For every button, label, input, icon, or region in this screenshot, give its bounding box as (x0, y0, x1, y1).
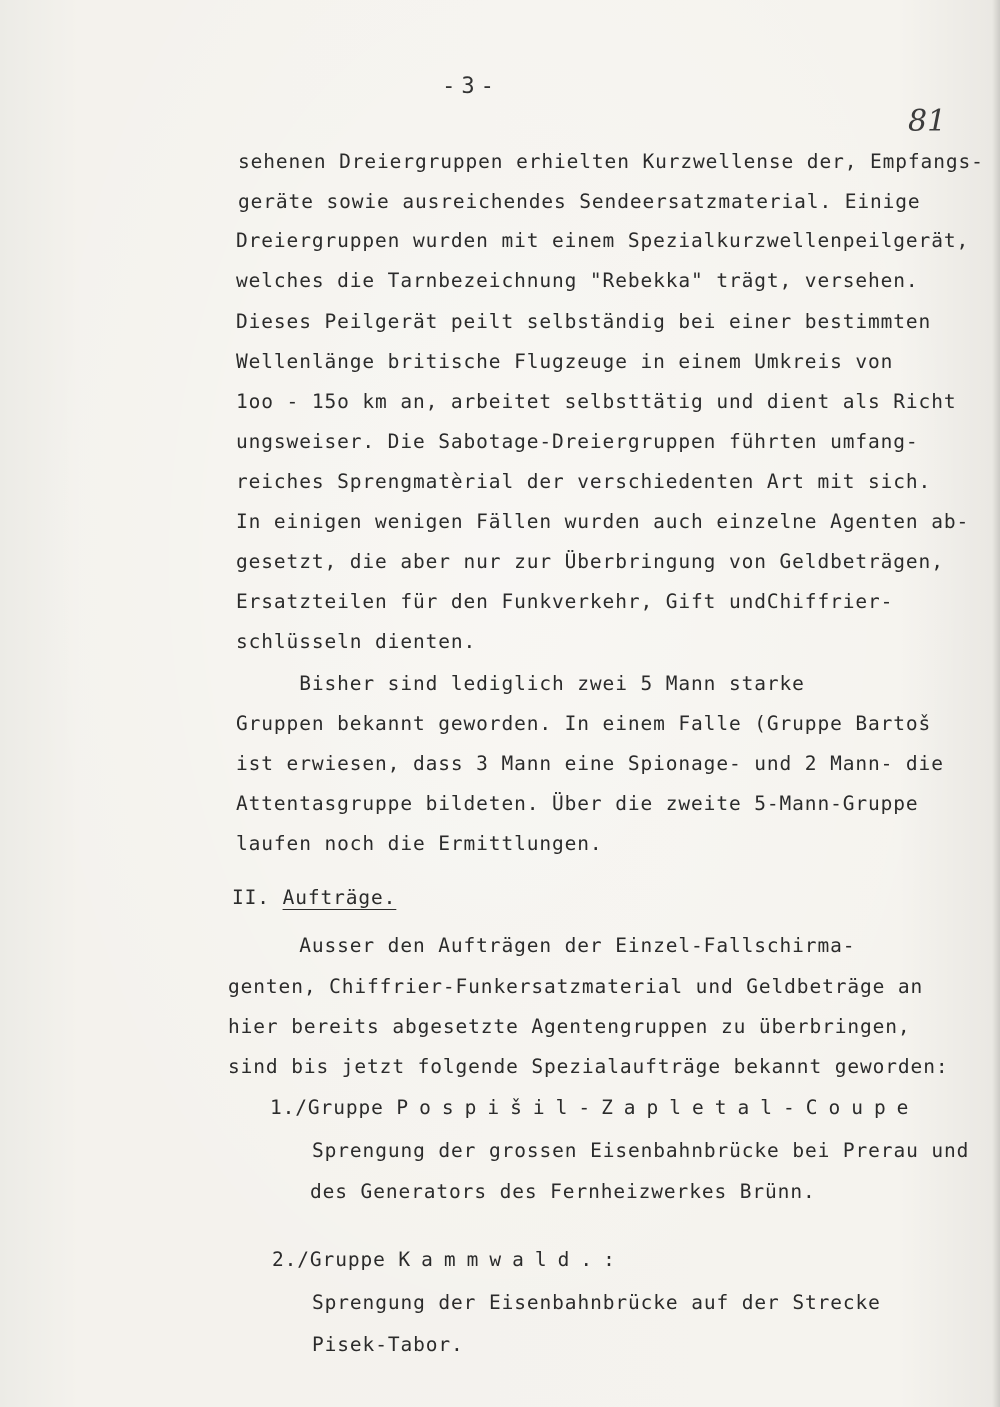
body-line: Bisher sind lediglich zwei 5 Mann starke (236, 672, 805, 695)
body-line: Wellenlänge britische Flugzeuge in einem Umkreis von (236, 350, 894, 373)
page-number: -3- (442, 74, 500, 99)
list-item-line: Sprengung der Eisenbahnbrücke auf der Strecke (312, 1291, 881, 1314)
section-heading (232, 886, 396, 909)
list-item-header (272, 1248, 626, 1271)
body-line: 1oo - 15o km an, arbeitet selbsttätig und dient als Richt (236, 390, 957, 413)
body-line: reiches Sprengmatèrial der verschiedenten Art mit sich. (236, 470, 932, 493)
body-line: gesetzt, die aber nur zur Überbringung von Geldbeträgen, (236, 550, 944, 573)
body-line: Dieses Peilgerät peilt selbständig bei einer bestimmten (236, 310, 932, 333)
list-item-label: 2./Gruppe (272, 1248, 386, 1271)
page-edge-shadow (992, 0, 1000, 1407)
body-line: Dreiergruppen wurden mit einem Spezialkurzwellenpeilgerät, (236, 229, 970, 252)
section-line: sind bis jetzt folgende Spezialaufträge bekannt geworden: (228, 1055, 949, 1078)
section-line: Ausser den Aufträgen der Einzel-Fallschirma- (236, 934, 856, 957)
list-item-line: des Generators des Fernheizwerkes Brünn. (310, 1180, 816, 1203)
list-item-name: Kammwald.: (398, 1248, 626, 1271)
section-number: II. (232, 886, 270, 909)
body-line: ungsweiser. Die Sabotage-Dreiergruppen führten umfang- (236, 430, 919, 453)
list-item-line: Pisek-Tabor. (312, 1333, 464, 1356)
body-line: schlüsseln dienten. (236, 630, 477, 653)
body-line: Gruppen bekannt geworden. In einem Falle (Gruppe Bartoš (236, 712, 932, 735)
body-line: ist erwiesen, dass 3 Mann eine Spionage- und 2 Mann- die (236, 752, 944, 775)
list-item-name: Pospišil-Zapletal-Coupe (396, 1096, 920, 1119)
section-line: genten, Chiffrier-Funkersatzmaterial und Geldbeträge an (228, 975, 924, 998)
body-line: geräte sowie ausreichendes Sendeersatzmaterial. Einige (238, 190, 921, 213)
body-line: welches die Tarnbezeichnung "Rebekka" trägt, versehen. (236, 269, 919, 292)
body-line: Attentasgruppe bildeten. Über die zweite 5-Mann-Gruppe (236, 792, 919, 815)
body-line: sehenen Dreiergruppen erhielten Kurzwellense der, Empfangs- (238, 150, 984, 173)
list-item-label: 1./Gruppe (270, 1096, 384, 1119)
body-line: Ersatzteilen für den Funkverkehr, Gift undChiffrier- (236, 590, 894, 613)
body-line: In einigen wenigen Fällen wurden auch einzelne Agenten ab- (236, 510, 970, 533)
section-title: Aufträge. (282, 886, 397, 909)
section-line: hier bereits abgesetzte Agentengruppen zu überbringen, (228, 1015, 911, 1038)
list-item-header (270, 1096, 919, 1119)
folio-number: 81 (908, 104, 947, 139)
list-item-line: Sprengung der grossen Eisenbahnbrücke bei Prerau und (312, 1139, 970, 1162)
body-line: laufen noch die Ermittlungen. (236, 832, 603, 855)
